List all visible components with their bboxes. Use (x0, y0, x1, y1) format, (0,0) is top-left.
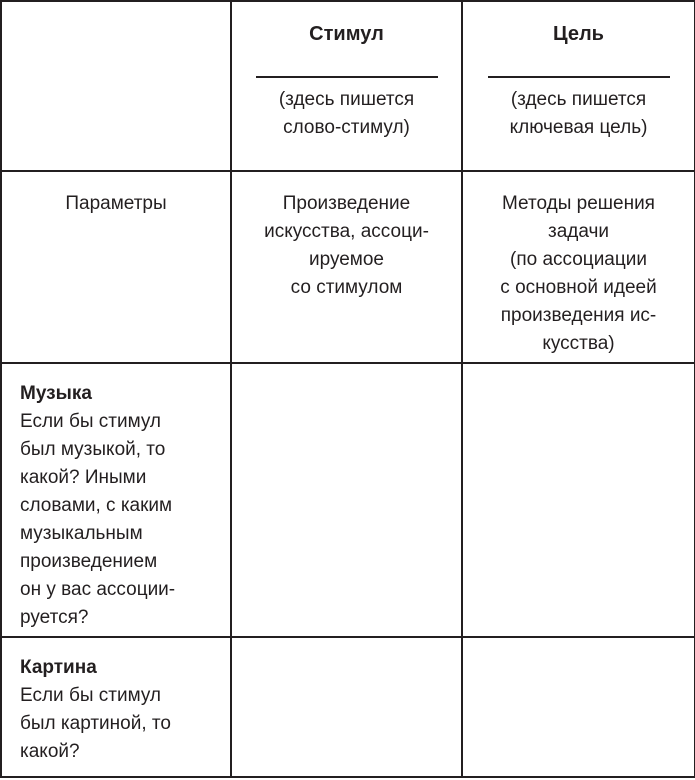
goal-note-line: ключевая цель) (509, 117, 648, 138)
stimulus-note-line: (здесь пишется (278, 89, 415, 110)
painting-row (1, 637, 695, 777)
music-question-line: музыкальным (20, 523, 143, 544)
music-row (1, 363, 695, 637)
params-stimulus-line: со стимулом (290, 277, 403, 298)
music-question-line: Если бы стимул (20, 411, 162, 432)
params-label-cell (1, 171, 231, 363)
stimulus-title: Стимул (309, 23, 384, 45)
painting-question-line: Если бы стимул (20, 685, 162, 706)
music-question-line: произведением (20, 551, 158, 572)
params-stimulus-line: Произведение (282, 193, 411, 214)
music-goal-answer-cell[interactable] (462, 363, 695, 637)
music-question-line: был музыкой, то (20, 439, 166, 460)
params-goal-line: Методы решения (502, 193, 655, 214)
painting-question-line: был картиной, то (20, 713, 171, 734)
painting-goal-answer-cell[interactable] (462, 637, 695, 777)
header-empty-cell (1, 1, 231, 171)
header-row (1, 1, 695, 171)
goal-title: Цель (553, 23, 604, 45)
goal-note (463, 86, 694, 142)
params-row (1, 171, 695, 363)
stimulus-note (232, 86, 461, 142)
stimulus-blank-line (256, 76, 438, 78)
params-goal-line: с основной идеей (500, 277, 657, 298)
params-stimulus-line: ируемое (308, 249, 385, 270)
music-question-line: он у вас ассоции- (20, 579, 176, 600)
music-question-line: руется? (20, 607, 89, 628)
params-goal-line: кусства) (542, 333, 615, 354)
params-goal-cell (462, 171, 695, 363)
header-stimulus-cell (231, 1, 462, 171)
music-stimulus-answer-cell[interactable] (231, 363, 462, 637)
painting-title: Картина (20, 657, 97, 678)
params-goal-line: задачи (547, 221, 610, 242)
goal-blank-line (488, 76, 670, 78)
music-question-line: словами, с каким (20, 495, 173, 516)
goal-note-line: (здесь пишется (510, 89, 647, 110)
music-question-line: какой? Иными (20, 467, 147, 488)
params-goal-line: произведения ис- (500, 305, 657, 326)
params-stimulus-cell (231, 171, 462, 363)
header-goal-cell (462, 1, 695, 171)
params-goal-line: (по ассоциации (510, 249, 647, 270)
stimulus-note-line: слово-стимул) (283, 117, 410, 138)
params-label: Параметры (65, 193, 167, 214)
painting-question-cell (1, 637, 231, 777)
music-title: Музыка (20, 383, 92, 404)
params-stimulus-line: искусства, ассоци- (264, 221, 429, 242)
painting-stimulus-answer-cell[interactable] (231, 637, 462, 777)
painting-question-line: какой? (20, 741, 80, 762)
music-question-cell (1, 363, 231, 637)
